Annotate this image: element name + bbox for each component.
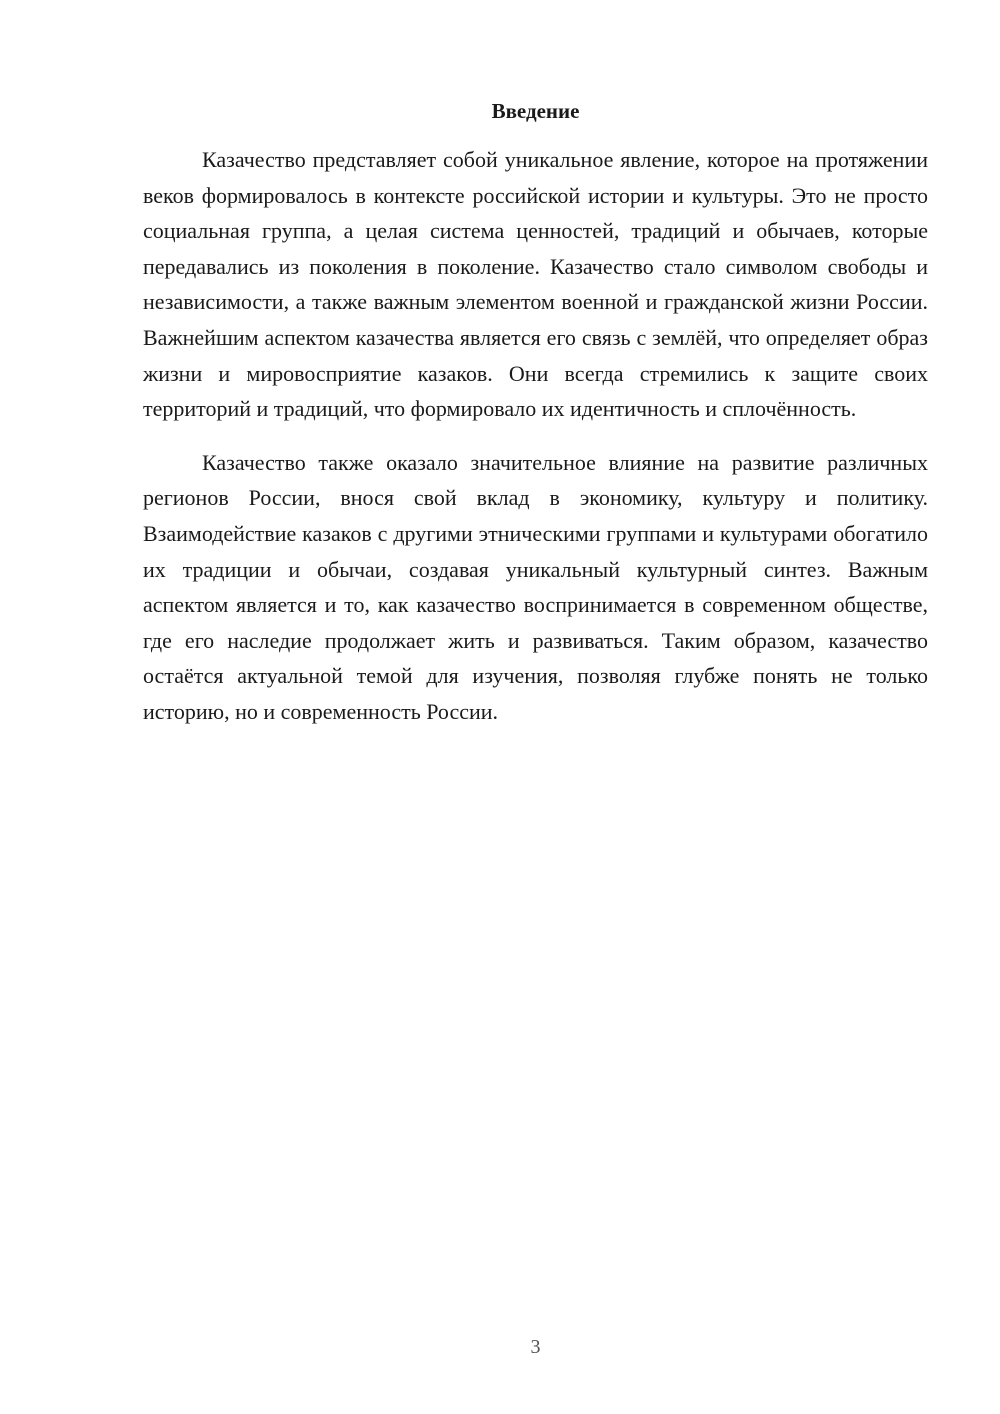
body-text [143, 142, 928, 730]
paragraph-1: Казачество представляет собой уникальное явление, которое на протяжении веков формировалось в контексте российской истории и культуры. Это не просто социальная группа, а целая система ценностей, традиций и обычаев, которые передавались из поколения в поколение. Казачество стало символом свободы и независимости, а также важным элементом военной и гражданской жизни России. Важнейшим аспектом казачества является его связь с землёй, что определяет образ жизни и мировосприятие казаков. Они всегда стремились к защите своих территорий и традиций, что формировало их идентичность и сплочённость. [143, 147, 928, 422]
page-number: 3 [530, 1336, 541, 1358]
section-heading: Введение [491, 99, 580, 123]
paragraph-2: Казачество также оказало значительное влияние на развитие различных регионов России, внося свой вклад в экономику, культуру и политику. Взаимодействие казаков с другими этническими группами и культурами обогатило их традиции и обычаи, создавая уникальный культурный синтез. Важным аспектом является и то, как казачество воспринимается в современном обществе, где его наследие продолжает жить и развиваться. Таким образом, казачество остаётся актуальной темой для изучения, позволяя глубже понять не только историю, но и современность России. [143, 449, 928, 724]
